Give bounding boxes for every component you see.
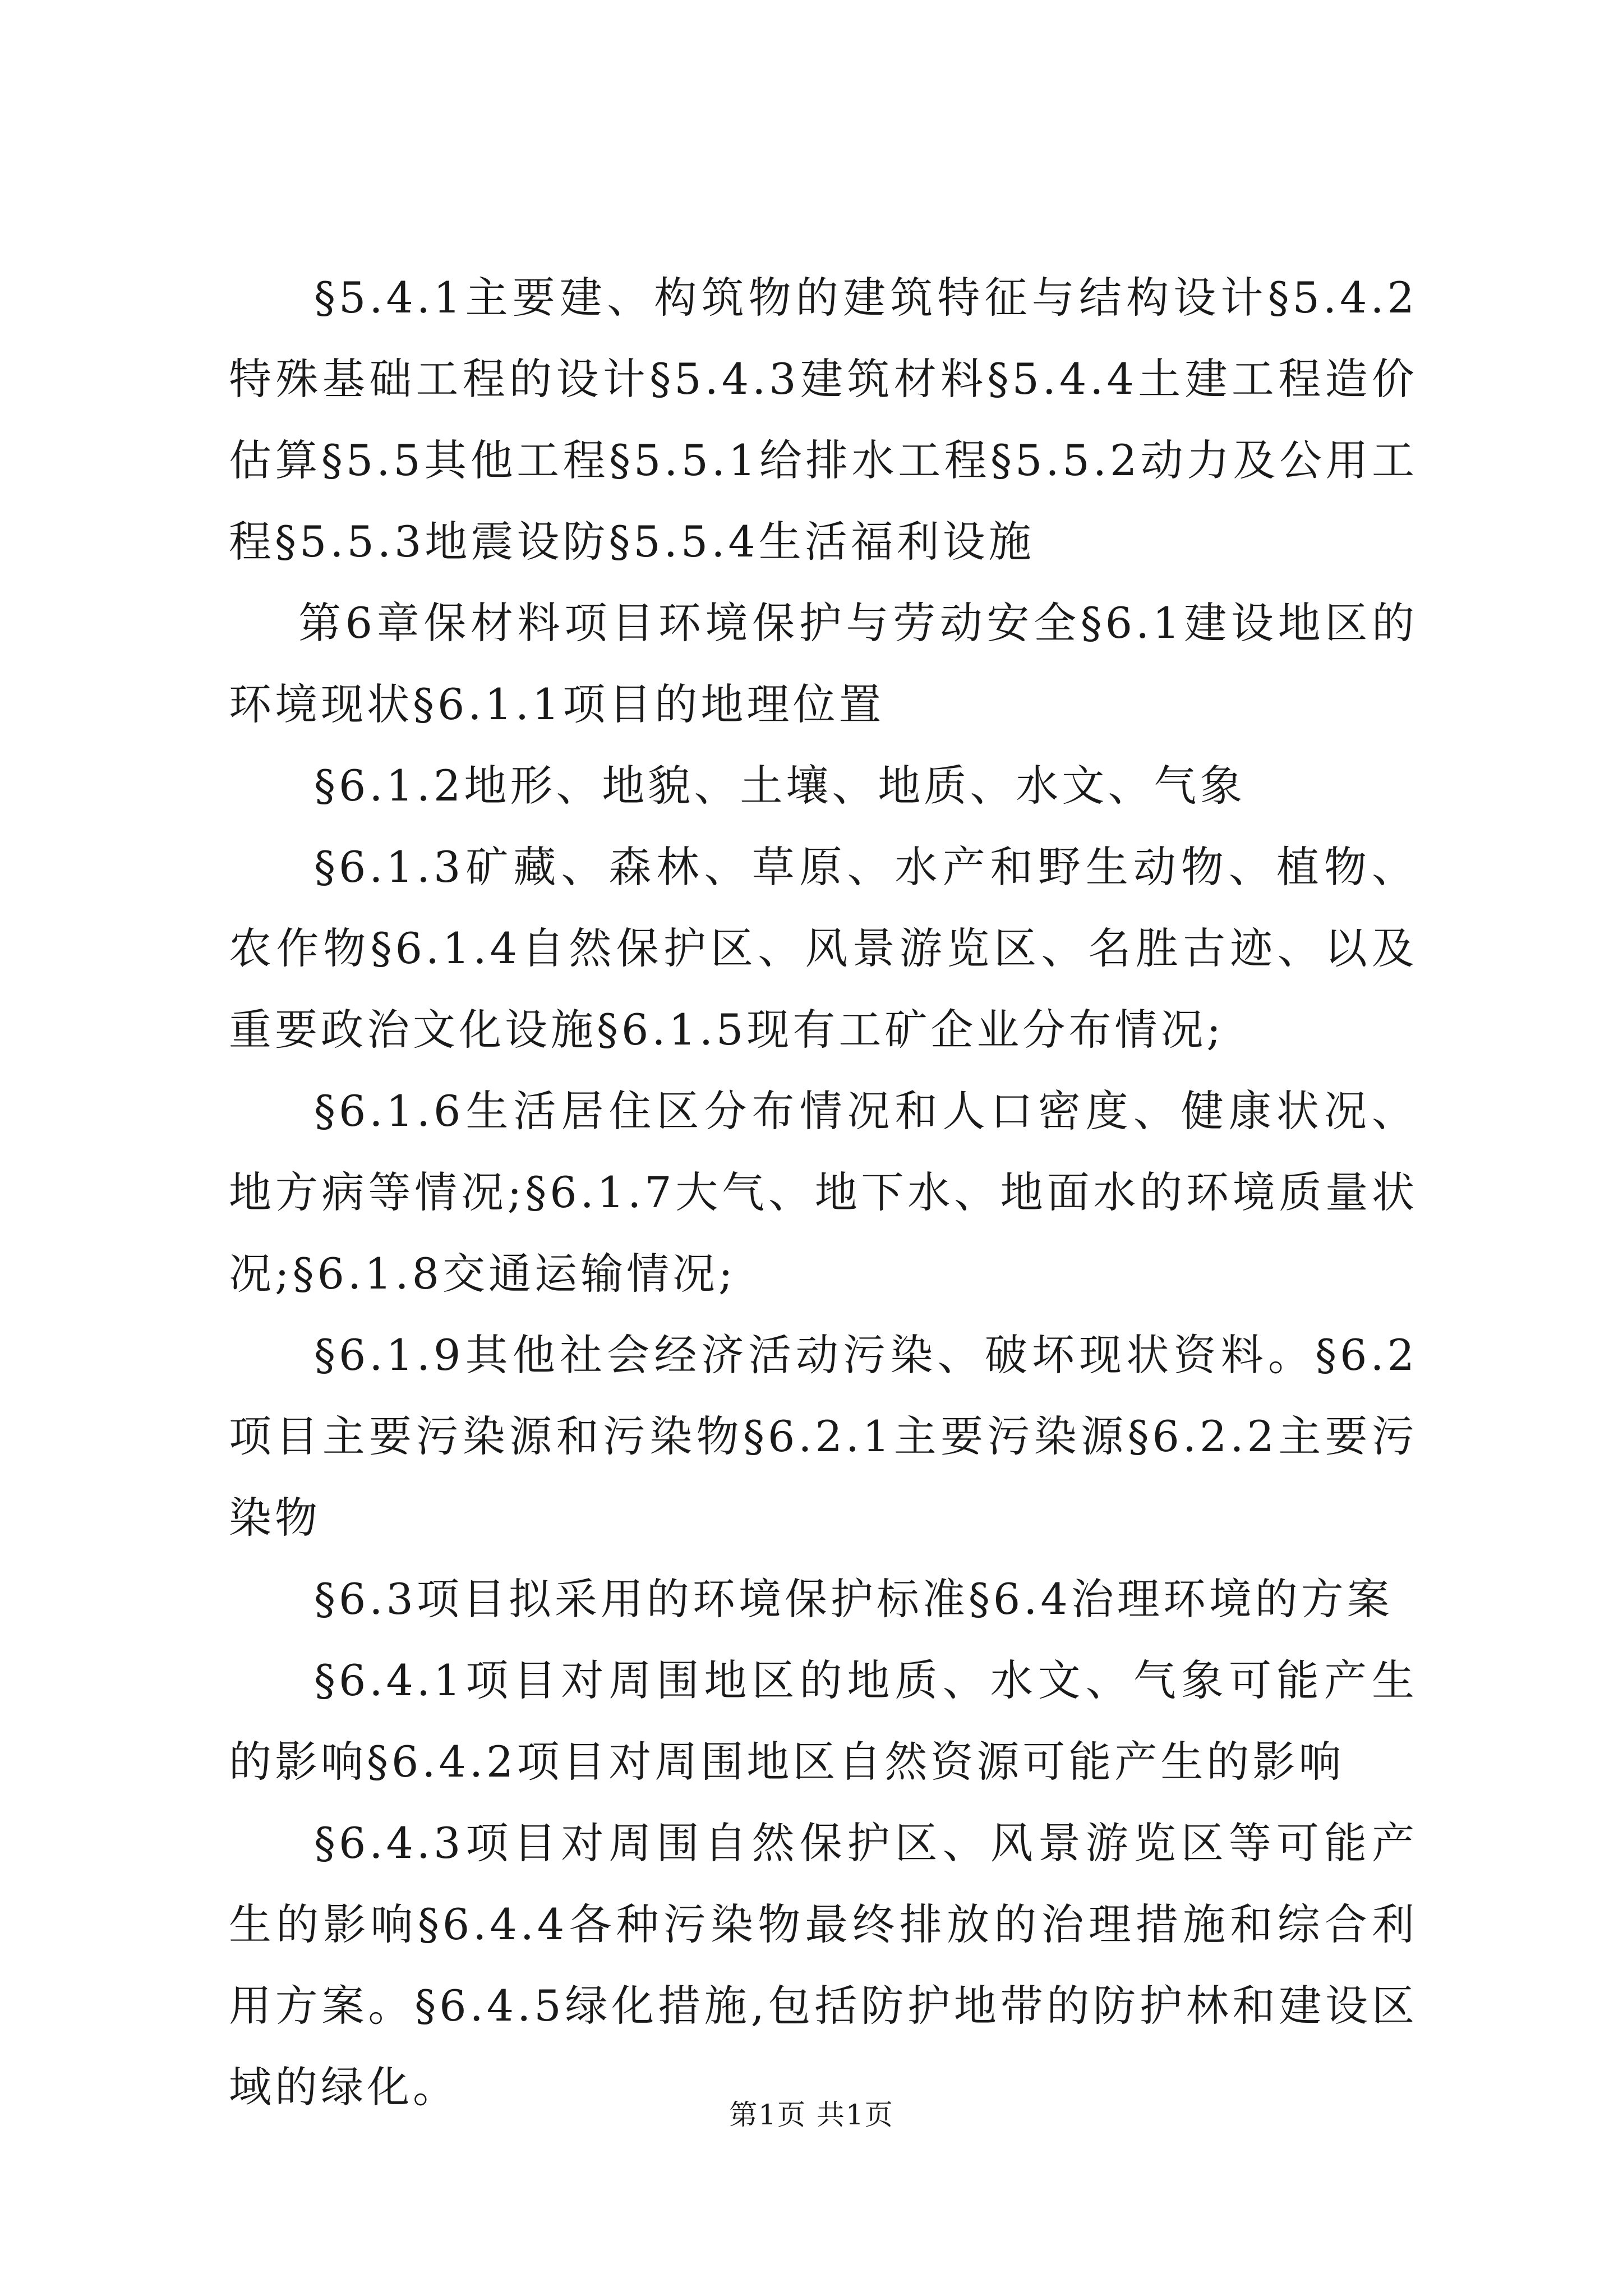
document-body xyxy=(229,257,1418,2128)
paragraph: §6.1.3矿藏、森林、草原、水产和野生动物、植物、农作物§6.1.4自然保护区、风景游览区、名胜古迹、以及重要政治文化设施§6.1.5现有工矿企业分布情况; xyxy=(229,842,1418,1055)
paragraph: §6.1.9其他社会经济活动污染、破坏现状资料。§6.2项目主要污染源和污染物§6.2.1主要污染源§6.2.2主要污染物 xyxy=(229,1330,1418,1543)
paragraph: §6.4.3项目对周围自然保护区、风景游览区等可能产生的影响§6.4.4各种污染物最终排放的治理措施和综合利用方案。§6.4.5绿化措施,包括防护地带的防护林和建设区域的绿化。 xyxy=(229,1818,1418,2112)
paragraph: §6.1.2地形、地貌、土壤、地质、水文、气象 xyxy=(314,761,1246,811)
paragraph: 第6章保材料项目环境保护与劳动安全§6.1建设地区的环境现状§6.1.1项目的地理位置 xyxy=(229,598,1418,729)
paragraph: §5.4.1主要建、构筑物的建筑特征与结构设计§5.4.2特殊基础工程的设计§5.4.3建筑材料§5.4.4土建工程造价估算§5.5其他工程§5.5.1给排水工程§5.5.2动力及公用工程§5.5.3地震设防§5.5.4生活福利设施 xyxy=(229,273,1418,567)
paragraph: §6.3项目拟采用的环境保护标准§6.4治理环境的方案 xyxy=(314,1574,1393,1624)
paragraph: §6.1.6生活居住区分布情况和人口密度、健康状况、地方病等情况;§6.1.7大气、地下水、地面水的环境质量状况;§6.1.8交通运输情况; xyxy=(229,1086,1418,1299)
page-footer: 第1页 共1页 xyxy=(729,2099,894,2131)
paragraph: §6.4.1项目对周围地区的地质、水文、气象可能产生的影响§6.4.2项目对周围地区自然资源可能产生的影响 xyxy=(229,1655,1418,1787)
